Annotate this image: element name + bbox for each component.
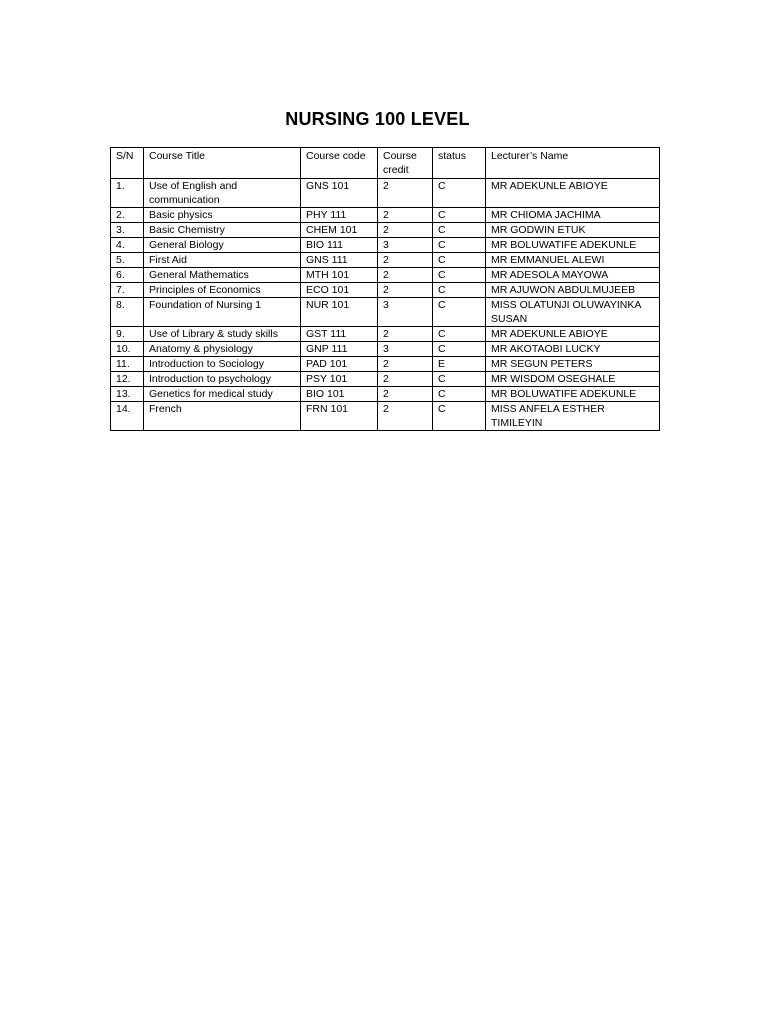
header-course-code: Course code (301, 148, 378, 179)
cell-course-credit: 2 (378, 208, 433, 223)
cell-course-title: Basic physics (144, 208, 301, 223)
cell-course-credit: 2 (378, 223, 433, 238)
cell-course-credit: 2 (378, 327, 433, 342)
cell-course-credit: 2 (378, 372, 433, 387)
cell-course-code: MTH 101 (301, 268, 378, 283)
cell-sn: 5. (111, 253, 144, 268)
header-sn: S/N (111, 148, 144, 179)
cell-course-code: GNS 111 (301, 253, 378, 268)
cell-course-title: Foundation of Nursing 1 (144, 298, 301, 327)
cell-course-credit: 3 (378, 238, 433, 253)
cell-sn: 6. (111, 268, 144, 283)
table-row (111, 253, 660, 268)
cell-course-code: PHY 111 (301, 208, 378, 223)
header-course-credit: Course credit (378, 148, 433, 179)
cell-course-title: Anatomy & physiology (144, 342, 301, 357)
table-row (111, 357, 660, 372)
cell-status: C (433, 283, 486, 298)
cell-course-title: Use of Library & study skills (144, 327, 301, 342)
cell-status: C (433, 327, 486, 342)
cell-lecturer-name: MISS OLATUNJI OLUWAYINKA SUSAN (486, 298, 660, 327)
cell-status: E (433, 357, 486, 372)
cell-lecturer-name: MR ADEKUNLE ABIOYE (486, 179, 660, 208)
cell-status: C (433, 268, 486, 283)
table-row (111, 268, 660, 283)
cell-course-code: GNS 101 (301, 179, 378, 208)
cell-course-code: BIO 101 (301, 387, 378, 402)
cell-lecturer-name: MR ADEKUNLE ABIOYE (486, 327, 660, 342)
cell-course-code: PAD 101 (301, 357, 378, 372)
cell-course-code: BIO 111 (301, 238, 378, 253)
cell-course-title: Basic Chemistry (144, 223, 301, 238)
cell-course-code: FRN 101 (301, 402, 378, 431)
cell-course-title: First Aid (144, 253, 301, 268)
cell-status: C (433, 298, 486, 327)
table-row (111, 402, 660, 431)
cell-course-title: French (144, 402, 301, 431)
cell-course-title: Introduction to Sociology (144, 357, 301, 372)
cell-sn: 3. (111, 223, 144, 238)
cell-course-credit: 2 (378, 268, 433, 283)
cell-sn: 8. (111, 298, 144, 327)
cell-sn: 7. (111, 283, 144, 298)
cell-lecturer-name: MISS ANFELA ESTHER TIMILEYIN (486, 402, 660, 431)
cell-status: C (433, 208, 486, 223)
cell-status: C (433, 223, 486, 238)
page-title: NURSING 100 LEVEL (285, 109, 470, 129)
cell-course-credit: 2 (378, 283, 433, 298)
cell-course-credit: 2 (378, 402, 433, 431)
cell-sn: 2. (111, 208, 144, 223)
cell-course-title: General Mathematics (144, 268, 301, 283)
cell-lecturer-name: MR GODWIN ETUK (486, 223, 660, 238)
cell-sn: 13. (111, 387, 144, 402)
cell-lecturer-name: MR WISDOM OSEGHALE (486, 372, 660, 387)
cell-course-credit: 2 (378, 387, 433, 402)
cell-status: C (433, 238, 486, 253)
table-row (111, 208, 660, 223)
cell-course-title: General Biology (144, 238, 301, 253)
header-status: status (433, 148, 486, 179)
cell-course-code: CHEM 101 (301, 223, 378, 238)
cell-lecturer-name: MR AKOTAOBI LUCKY (486, 342, 660, 357)
cell-course-code: NUR 101 (301, 298, 378, 327)
header-lecturer-name: Lecturer’s Name (486, 148, 660, 179)
table-row (111, 372, 660, 387)
header-course-title: Course Title (144, 148, 301, 179)
cell-sn: 1. (111, 179, 144, 208)
cell-course-code: GNP 111 (301, 342, 378, 357)
cell-sn: 12. (111, 372, 144, 387)
table-row (111, 238, 660, 253)
table-row (111, 327, 660, 342)
cell-sn: 14. (111, 402, 144, 431)
table-row (111, 342, 660, 357)
cell-lecturer-name: MR BOLUWATIFE ADEKUNLE (486, 238, 660, 253)
cell-course-credit: 3 (378, 342, 433, 357)
table-header-row (111, 148, 660, 179)
table-row (111, 387, 660, 402)
cell-course-code: GST 111 (301, 327, 378, 342)
cell-sn: 4. (111, 238, 144, 253)
cell-status: C (433, 179, 486, 208)
cell-course-credit: 2 (378, 253, 433, 268)
cell-lecturer-name: MR SEGUN PETERS (486, 357, 660, 372)
cell-course-title: Introduction to psychology (144, 372, 301, 387)
cell-course-title: Genetics for medical study (144, 387, 301, 402)
cell-status: C (433, 342, 486, 357)
table-row (111, 223, 660, 238)
cell-sn: 9. (111, 327, 144, 342)
course-table (110, 147, 660, 431)
cell-status: C (433, 402, 486, 431)
cell-sn: 11. (111, 357, 144, 372)
cell-status: C (433, 372, 486, 387)
table-row (111, 283, 660, 298)
cell-status: C (433, 253, 486, 268)
cell-lecturer-name: MR AJUWON ABDULMUJEEB (486, 283, 660, 298)
cell-course-code: ECO 101 (301, 283, 378, 298)
cell-course-code: PSY 101 (301, 372, 378, 387)
cell-lecturer-name: MR BOLUWATIFE ADEKUNLE (486, 387, 660, 402)
cell-course-credit: 3 (378, 298, 433, 327)
cell-course-credit: 2 (378, 179, 433, 208)
cell-sn: 10. (111, 342, 144, 357)
cell-lecturer-name: MR CHIOMA JACHIMA (486, 208, 660, 223)
cell-course-title: Use of English and communication (144, 179, 301, 208)
table-row (111, 179, 660, 208)
cell-lecturer-name: MR ADESOLA MAYOWA (486, 268, 660, 283)
cell-status: C (433, 387, 486, 402)
cell-lecturer-name: MR EMMANUEL ALEWI (486, 253, 660, 268)
cell-course-title: Principles of Economics (144, 283, 301, 298)
cell-course-credit: 2 (378, 357, 433, 372)
table-row (111, 298, 660, 327)
